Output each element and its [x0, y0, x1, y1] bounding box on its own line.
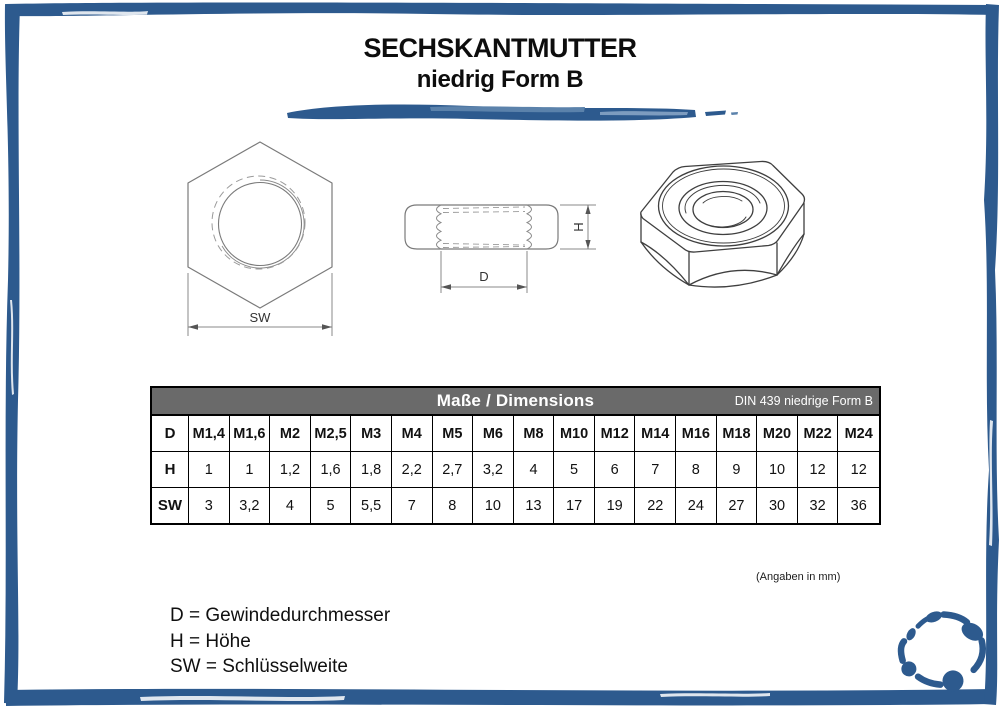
table-cell: M2: [270, 416, 311, 452]
table-cell: 30: [757, 488, 798, 523]
legend-item-d: D = Gewindedurchmesser: [170, 605, 391, 626]
table-cell: 4: [514, 452, 555, 488]
table-cell: 36: [850, 497, 867, 514]
table-cell: M8: [514, 416, 555, 452]
table-cell: 6: [595, 452, 636, 488]
table-cell: 12: [798, 452, 839, 488]
table-cell: 2,2: [392, 452, 433, 488]
table-cell: 4: [270, 488, 311, 523]
table-cell: 5,5: [351, 488, 392, 523]
arrow-down: [585, 240, 590, 249]
bore-circle: [219, 183, 302, 266]
table-cell: 8: [676, 452, 717, 488]
table-cell: 13: [514, 488, 555, 523]
table-cell: M2,5: [311, 416, 352, 452]
dimensions-table: [150, 386, 881, 525]
table-cell: M1,6: [230, 416, 271, 452]
table-cell: 32: [798, 488, 839, 523]
nut-top-face: [641, 161, 805, 252]
table-cell: 12: [838, 452, 879, 488]
page-title: SECHSKANTMUTTER: [363, 33, 637, 63]
hexagon-outline: [188, 142, 332, 308]
arrow-left: [188, 324, 198, 330]
table-cell: 1: [230, 452, 271, 488]
frame-strokes: [4, 2, 999, 706]
table-cell: 17: [554, 488, 595, 523]
side-view-drawing: [395, 187, 605, 305]
d-dim-label: D: [479, 269, 489, 284]
table-cell: 24: [676, 488, 717, 523]
thread-profile-right: [527, 205, 532, 249]
nut-3d-drawing: [633, 146, 813, 296]
table-cell: M20: [757, 416, 798, 452]
page-subtitle: niedrig Form B: [416, 66, 584, 93]
table-cell: 27: [717, 488, 758, 523]
table-cell: M24: [838, 416, 879, 452]
legend-item-h: H = Höhe: [170, 630, 251, 652]
units-note: (Angaben in mm): [756, 571, 841, 583]
legend: [170, 603, 390, 680]
table-cell: M14: [635, 416, 676, 452]
table-cell: M1,4: [189, 416, 230, 452]
table-cell: M22: [798, 416, 839, 452]
table-cell: M10: [554, 416, 595, 452]
table-cell: 5: [311, 488, 352, 523]
arrow-right: [517, 284, 527, 290]
table-cell: 5: [554, 452, 595, 488]
nut-section-outline: [405, 205, 558, 249]
company-logo-icon: [892, 603, 994, 703]
table-cell: 9: [717, 452, 758, 488]
table-cell: 22: [635, 488, 676, 523]
table-cell: 3: [189, 488, 230, 523]
arrow-right: [322, 324, 332, 330]
sw-dimension-lines: [188, 273, 332, 336]
table-cell: 1: [189, 452, 230, 488]
thread-hidden-lines: [443, 207, 525, 248]
table-cell: 7: [635, 452, 676, 488]
row-label-d: D: [152, 416, 189, 452]
table-cell: 1,2: [270, 452, 311, 488]
row-label-h: H: [152, 452, 189, 488]
arrow-up: [585, 205, 590, 214]
table-cell: M5: [433, 416, 474, 452]
table-header-bar: [152, 388, 879, 416]
row-label-sw: SW: [152, 488, 189, 523]
thread-dashed-circle: [212, 176, 305, 269]
table-cell: M16: [676, 416, 717, 452]
h-dim-label: H: [571, 222, 586, 232]
table-cell: 2,7: [433, 452, 474, 488]
table-cell: 7: [392, 488, 433, 523]
title-brush-underline: [287, 104, 738, 120]
table-cell: 8: [433, 488, 474, 523]
table-grid: [152, 416, 879, 523]
table-cell: M18: [717, 416, 758, 452]
legend-item-sw: SW = Schlüsselweite: [170, 656, 348, 677]
table-cell: 3,2: [473, 452, 514, 488]
table-cell: 19: [595, 488, 636, 523]
front-view-drawing: [160, 133, 360, 345]
table-cell: M3: [351, 416, 392, 452]
table-standard: DIN 439 niedrige Form B: [734, 394, 873, 408]
table-cell: 1,8: [351, 452, 392, 488]
table-cell: M4: [392, 416, 433, 452]
table-cell: 3,2: [230, 488, 271, 523]
logo-arcs: [897, 610, 988, 690]
table-title: Maße / Dimensions: [436, 391, 595, 410]
table-cell: 10: [757, 452, 798, 488]
table-cell: M12: [595, 416, 636, 452]
arrow-left: [441, 284, 451, 290]
sw-dim-label: SW: [249, 310, 271, 325]
thread-profile-left: [437, 205, 442, 249]
frame-brush-highlights: [10, 11, 993, 701]
table-cell: 10: [473, 488, 514, 523]
table-cell: M6: [473, 416, 514, 452]
table-cell: 1,6: [311, 452, 352, 488]
